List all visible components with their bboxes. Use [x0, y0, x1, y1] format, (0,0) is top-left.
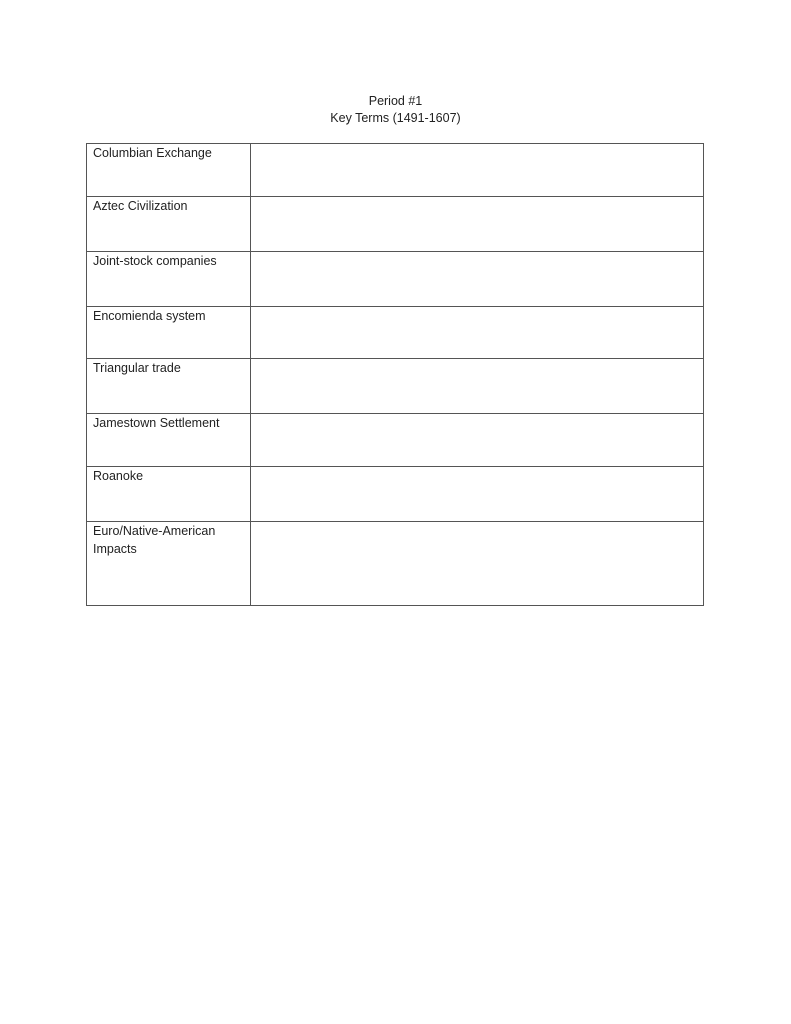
- term-cell: Triangular trade: [87, 359, 251, 414]
- definition-cell[interactable]: [251, 414, 704, 467]
- term-cell: Euro/Native-American Impacts: [87, 522, 251, 606]
- definition-cell[interactable]: [251, 197, 704, 252]
- term-cell: Jamestown Settlement: [87, 414, 251, 467]
- term-cell: Encomienda system: [87, 307, 251, 359]
- definition-cell[interactable]: [251, 359, 704, 414]
- table-row: [87, 144, 704, 197]
- definition-cell[interactable]: [251, 307, 704, 359]
- term-cell: Columbian Exchange: [87, 144, 251, 197]
- table-row: [87, 522, 704, 606]
- term-cell: Aztec Civilization: [87, 197, 251, 252]
- table-row: [87, 359, 704, 414]
- term-cell: Roanoke: [87, 467, 251, 522]
- definition-cell[interactable]: [251, 252, 704, 307]
- table-row: [87, 467, 704, 522]
- table-row: [87, 252, 704, 307]
- table-row: [87, 414, 704, 467]
- definition-cell[interactable]: [251, 467, 704, 522]
- table-row: [87, 197, 704, 252]
- definition-cell[interactable]: [251, 522, 704, 606]
- table-row: [87, 307, 704, 359]
- term-cell: Joint-stock companies: [87, 252, 251, 307]
- page-subtitle: Key Terms (1491-1607): [330, 111, 461, 125]
- page-title: Period #1: [368, 94, 423, 108]
- page-header: [0, 93, 791, 127]
- definition-cell[interactable]: [251, 144, 704, 197]
- key-terms-table: [86, 143, 704, 606]
